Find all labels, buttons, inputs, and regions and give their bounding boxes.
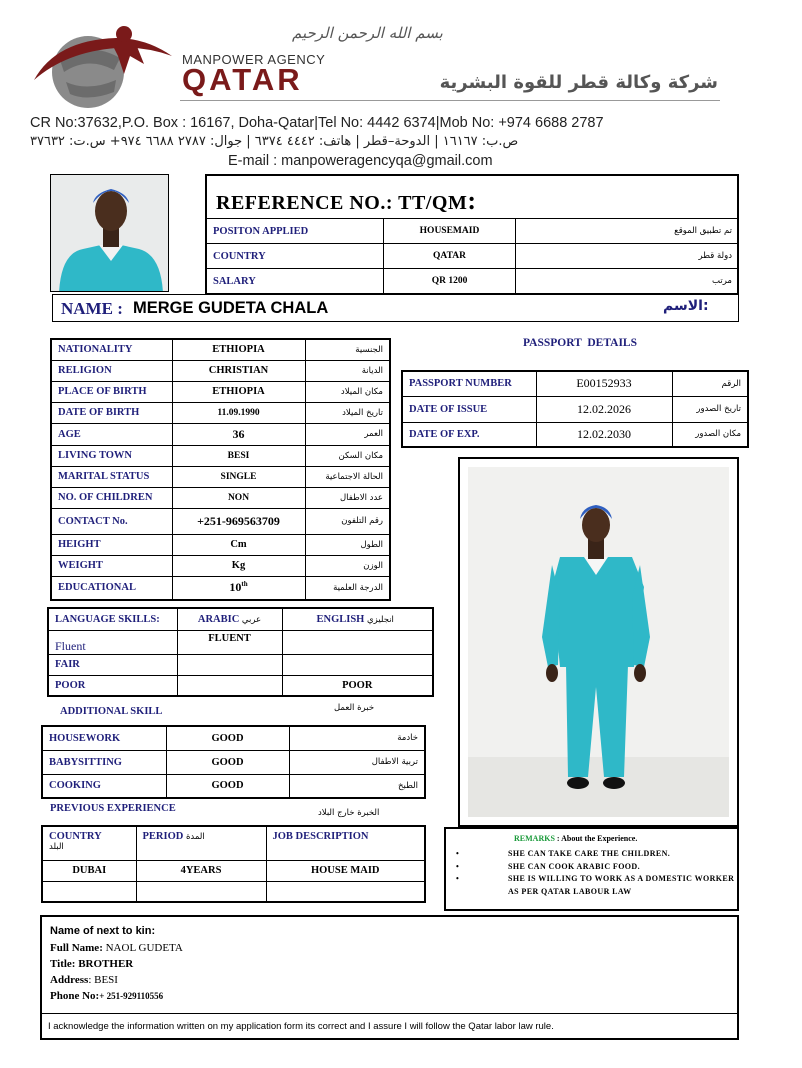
table-row — [207, 269, 739, 294]
housework-label: HOUSEWORK — [42, 726, 166, 750]
table-row — [207, 244, 739, 269]
agency-name-arabic: شركة وكالة قطر للقوة البشرية — [439, 72, 718, 93]
personal-label: LIVING TOWN — [51, 445, 172, 466]
additional-skill-title: ADDITIONAL SKILL — [60, 706, 163, 717]
arabic-label: ARABIC — [197, 613, 240, 625]
date-of-issue-value: 12.02.2026 — [536, 396, 672, 422]
personal-value — [172, 423, 305, 445]
personal-label: AGE — [51, 423, 172, 445]
passport-number-arabic: الرقم — [672, 371, 748, 396]
english-column-header — [282, 608, 433, 630]
reference-colon: : — [467, 186, 477, 215]
kin-phone-label: Phone No: — [50, 990, 100, 1002]
personal-details-table — [50, 338, 391, 601]
personal-arabic: مكان الميلاد — [305, 381, 390, 402]
personal-value-text: 11.09.1990 — [217, 407, 260, 418]
salary-arabic: مرتب — [516, 269, 739, 294]
personal-arabic: الطول — [305, 534, 390, 555]
exp-job: HOUSE MAID — [266, 860, 425, 881]
housework-arabic: خادمة — [289, 726, 425, 750]
table-row — [51, 555, 390, 576]
personal-label: NATIONALITY — [51, 339, 172, 360]
cooking-label: COOKING — [42, 774, 166, 798]
date-of-exp-label: DATE OF EXP. — [402, 422, 536, 447]
full-body-photo — [458, 457, 739, 827]
period-column-header — [136, 826, 266, 860]
reference-title — [216, 186, 477, 216]
header-underline — [180, 100, 720, 101]
col-country-ar: البلد — [49, 842, 64, 852]
personal-label: WEIGHT — [51, 555, 172, 576]
kin-title-label: Title: — [50, 958, 76, 970]
table-row — [42, 750, 425, 774]
personal-value-text: ETHIOPIA — [212, 386, 265, 397]
additional-skill-title-ar: خبرة العمل — [334, 703, 375, 713]
contact-line-arabic: ص.ب: ١٦١٦٧ | الدوحة–قطر | هاتف: ٤٤٤٢ ٦٣٧٤ | جوال: ٢٧٨٧ ٦٦٨٨ ٩٧٤+ س.ت: ٣٧٦٣٢ — [30, 134, 519, 149]
personal-arabic: عدد الاطفال — [305, 487, 390, 508]
table-row — [402, 371, 748, 396]
date-of-issue-arabic: تاريخ الصدور — [672, 396, 748, 422]
personal-label: NO. OF CHILDREN — [51, 487, 172, 508]
kin-title-value: BROTHER — [78, 958, 134, 970]
arabic-column-header — [177, 608, 282, 630]
personal-arabic: رقم التلفون — [305, 508, 390, 534]
experience-table — [41, 825, 426, 903]
table-row — [51, 339, 390, 360]
personal-value — [172, 466, 305, 487]
table-row — [402, 422, 748, 447]
table-row — [51, 445, 390, 466]
personal-value — [172, 339, 305, 360]
table-row — [48, 654, 433, 675]
salary-value: QR 1200 — [384, 269, 516, 294]
date-of-exp-arabic: مكان الصدور — [672, 422, 748, 447]
full-body-figure-icon — [468, 467, 729, 817]
personal-value-text: BESI — [227, 450, 250, 461]
table-row — [51, 576, 390, 600]
contact-line: CR No:37632,P.O. Box : 16167, Doha-Qatar|Tel No: 4442 6374|Mob No: +974 6688 2787 — [30, 115, 604, 131]
country-arabic: دولة قطر — [516, 244, 739, 269]
personal-value — [172, 402, 305, 423]
acknowledge-text: I acknowledge the information written on my application form its correct and I assure I will follow the Qatar labor law rule. — [48, 1021, 554, 1032]
country-label: COUNTRY — [207, 244, 384, 269]
babysitting-label: BABYSITTING — [42, 750, 166, 774]
remarks-box — [444, 827, 739, 911]
personal-value-text: CHRISTIAN — [208, 365, 269, 376]
date-of-issue-label: DATE OF ISSUE — [402, 396, 536, 422]
personal-arabic: مكان السكن — [305, 445, 390, 466]
table-row — [51, 508, 390, 534]
kin-title-line — [50, 958, 133, 970]
personal-value-sup: th — [241, 580, 248, 589]
fair-arabic-value — [177, 654, 282, 675]
personal-label: DATE OF BIRTH — [51, 402, 172, 423]
remarks-title: REMARKS — [514, 834, 555, 843]
table-row — [42, 881, 425, 902]
passport-number-label: PASSPORT NUMBER — [402, 371, 536, 396]
name-value: MERGE GUDETA CHALA — [133, 299, 329, 317]
remarks-subtitle: : About the Experience. — [556, 834, 638, 843]
personal-value — [172, 381, 305, 402]
position-arabic: تم تطبيق الموقع — [516, 219, 739, 244]
table-row — [48, 630, 433, 654]
personal-value — [172, 555, 305, 576]
remark-text: SHE CAN COOK ARABIC FOOD. — [508, 861, 641, 871]
passport-number-value: E00152933 — [536, 371, 672, 396]
name-label: NAME : — [61, 299, 123, 318]
table-row — [207, 219, 739, 244]
email-line: E-mail : manpoweragencyqa@gmail.com — [228, 153, 493, 169]
personal-arabic: الحالة الاجتماعية — [305, 466, 390, 487]
table-row — [48, 675, 433, 696]
language-skills-table — [47, 607, 434, 697]
additional-skill-table — [41, 725, 426, 799]
fluent-english-value — [282, 630, 433, 654]
personal-label: EDUCATIONAL — [51, 576, 172, 600]
poor-label: POOR — [48, 675, 177, 696]
personal-value-text: 10 — [229, 580, 242, 595]
kin-divider — [42, 1013, 737, 1014]
col-job-description: JOB DESCRIPTION — [266, 826, 425, 860]
cooking-arabic: الطبخ — [289, 774, 425, 798]
country-column-header — [42, 826, 136, 860]
kin-address-line: Address: BESI — [50, 974, 118, 986]
cooking-value: GOOD — [166, 774, 289, 798]
table-row — [51, 360, 390, 381]
fluent-arabic-value: FLUENT — [177, 630, 282, 654]
remark-text: SHE IS WILLING TO WORK AS A DOMESTIC WORKER AS PER QATAR LABOUR LAW — [508, 874, 735, 896]
table-row — [42, 826, 425, 860]
exp-period: 4YEARS — [136, 860, 266, 881]
passport-table — [401, 370, 749, 448]
remarks-header — [514, 834, 637, 843]
personal-value — [172, 487, 305, 508]
personal-arabic: الوزن — [305, 555, 390, 576]
list-item: • SHE CAN COOK ARABIC FOOD. — [456, 861, 641, 871]
personal-arabic: تاريخ الميلاد — [305, 402, 390, 423]
table-row — [48, 608, 433, 630]
language-skills-label: LANGUAGE SKILLS: — [48, 608, 177, 630]
personal-value — [172, 360, 305, 381]
kin-phone-line — [50, 990, 163, 1002]
personal-label: MARITAL STATUS — [51, 466, 172, 487]
col-country: COUNTRY — [49, 831, 102, 842]
personal-value — [172, 576, 305, 600]
country-value: QATAR — [384, 244, 516, 269]
personal-value — [172, 445, 305, 466]
table-row — [402, 396, 748, 422]
bismillah-calligraphy: بسم الله الرحمن الرحيم — [292, 24, 443, 42]
english-label: ENGLISH — [316, 613, 365, 625]
babysitting-arabic: تربية الاطفال — [289, 750, 425, 774]
date-of-exp-value: 12.02.2030 — [536, 422, 672, 447]
personal-value-text: ETHIOPIA — [212, 344, 265, 356]
table-row — [42, 774, 425, 798]
personal-value — [172, 508, 305, 534]
portrait-photo — [50, 174, 169, 292]
fair-label: FAIR — [48, 654, 177, 675]
poor-arabic-value — [177, 675, 282, 696]
kin-full-name-line — [50, 942, 183, 954]
passport-title: PASSPORT DETAILS — [523, 337, 637, 349]
babysitting-value: GOOD — [166, 750, 289, 774]
personal-label: PLACE OF BIRTH — [51, 381, 172, 402]
table-row — [51, 534, 390, 555]
poor-english-value: POOR — [282, 675, 433, 696]
col-period: PERIOD — [142, 831, 184, 842]
previous-experience-title: PREVIOUS EXPERIENCE — [50, 803, 176, 814]
table-row — [51, 381, 390, 402]
personal-value-text: SINGLE — [220, 471, 257, 482]
list-item: • SHE IS WILLING TO WORK AS A DOMESTIC WORKER AS PER QATAR LABOUR LAW — [456, 874, 735, 896]
kin-full-name: NAOL GUDETA — [105, 942, 183, 954]
exp-country: DUBAI — [42, 860, 136, 881]
salary-label: SALARY — [207, 269, 384, 294]
fair-english-value — [282, 654, 433, 675]
personal-value-text: 36 — [232, 426, 245, 441]
table-row — [51, 466, 390, 487]
position-label: POSITON APPLIED — [207, 219, 384, 244]
personal-value — [172, 534, 305, 555]
table-row — [42, 860, 425, 881]
col-period-ar: المدة — [185, 832, 205, 842]
remarks-list — [456, 848, 736, 898]
name-bar — [52, 294, 739, 322]
list-item: • SHE CAN TAKE CARE THE CHILDREN. — [456, 849, 671, 858]
table-row — [51, 402, 390, 423]
agency-logo-icon — [26, 20, 176, 112]
kin-phone: + 251-929110556 — [99, 991, 164, 1001]
agency-name-small: MANPOWER AGENCY — [182, 52, 326, 67]
personal-value-text: Cm — [230, 539, 247, 550]
personal-arabic: الدرجة العلمية — [305, 576, 390, 600]
personal-arabic: العمر — [305, 423, 390, 445]
portrait-figure-icon — [51, 175, 169, 292]
remark-text: SHE CAN TAKE CARE THE CHILDREN. — [508, 849, 671, 858]
agency-name-big: QATAR — [182, 62, 303, 97]
reference-label: REFERENCE NO.: TT/QM — [216, 192, 468, 214]
position-table — [206, 218, 739, 294]
personal-arabic: الجنسية — [305, 339, 390, 360]
housework-value: GOOD — [166, 726, 289, 750]
arabic-label-ar: عربي — [241, 614, 262, 625]
personal-value-text: +251-969563709 — [197, 513, 280, 528]
personal-arabic: الديانة — [305, 360, 390, 381]
personal-value-text: Kg — [231, 560, 246, 571]
name-arabic: الاسم: — [663, 298, 709, 314]
english-label-ar: انجليزي — [366, 614, 394, 625]
table-row — [51, 487, 390, 508]
kin-full-name-label: Full Name: — [50, 942, 103, 954]
personal-label: RELIGION — [51, 360, 172, 381]
kin-address: BESI — [94, 974, 118, 986]
kin-title: Name of next to kin: — [50, 925, 156, 937]
previous-experience-title-ar: الخبرة خارج البلاد — [318, 808, 380, 818]
personal-label: HEIGHT — [51, 534, 172, 555]
personal-label: CONTACT No. — [51, 508, 172, 534]
position-value: HOUSEMAID — [384, 219, 516, 244]
next-of-kin-box — [40, 915, 739, 1040]
personal-value-text: NON — [227, 492, 250, 503]
fluent-label: Fluent — [48, 630, 177, 654]
kin-address-label: Address — [50, 974, 89, 986]
table-row — [42, 726, 425, 750]
table-row — [51, 423, 390, 445]
